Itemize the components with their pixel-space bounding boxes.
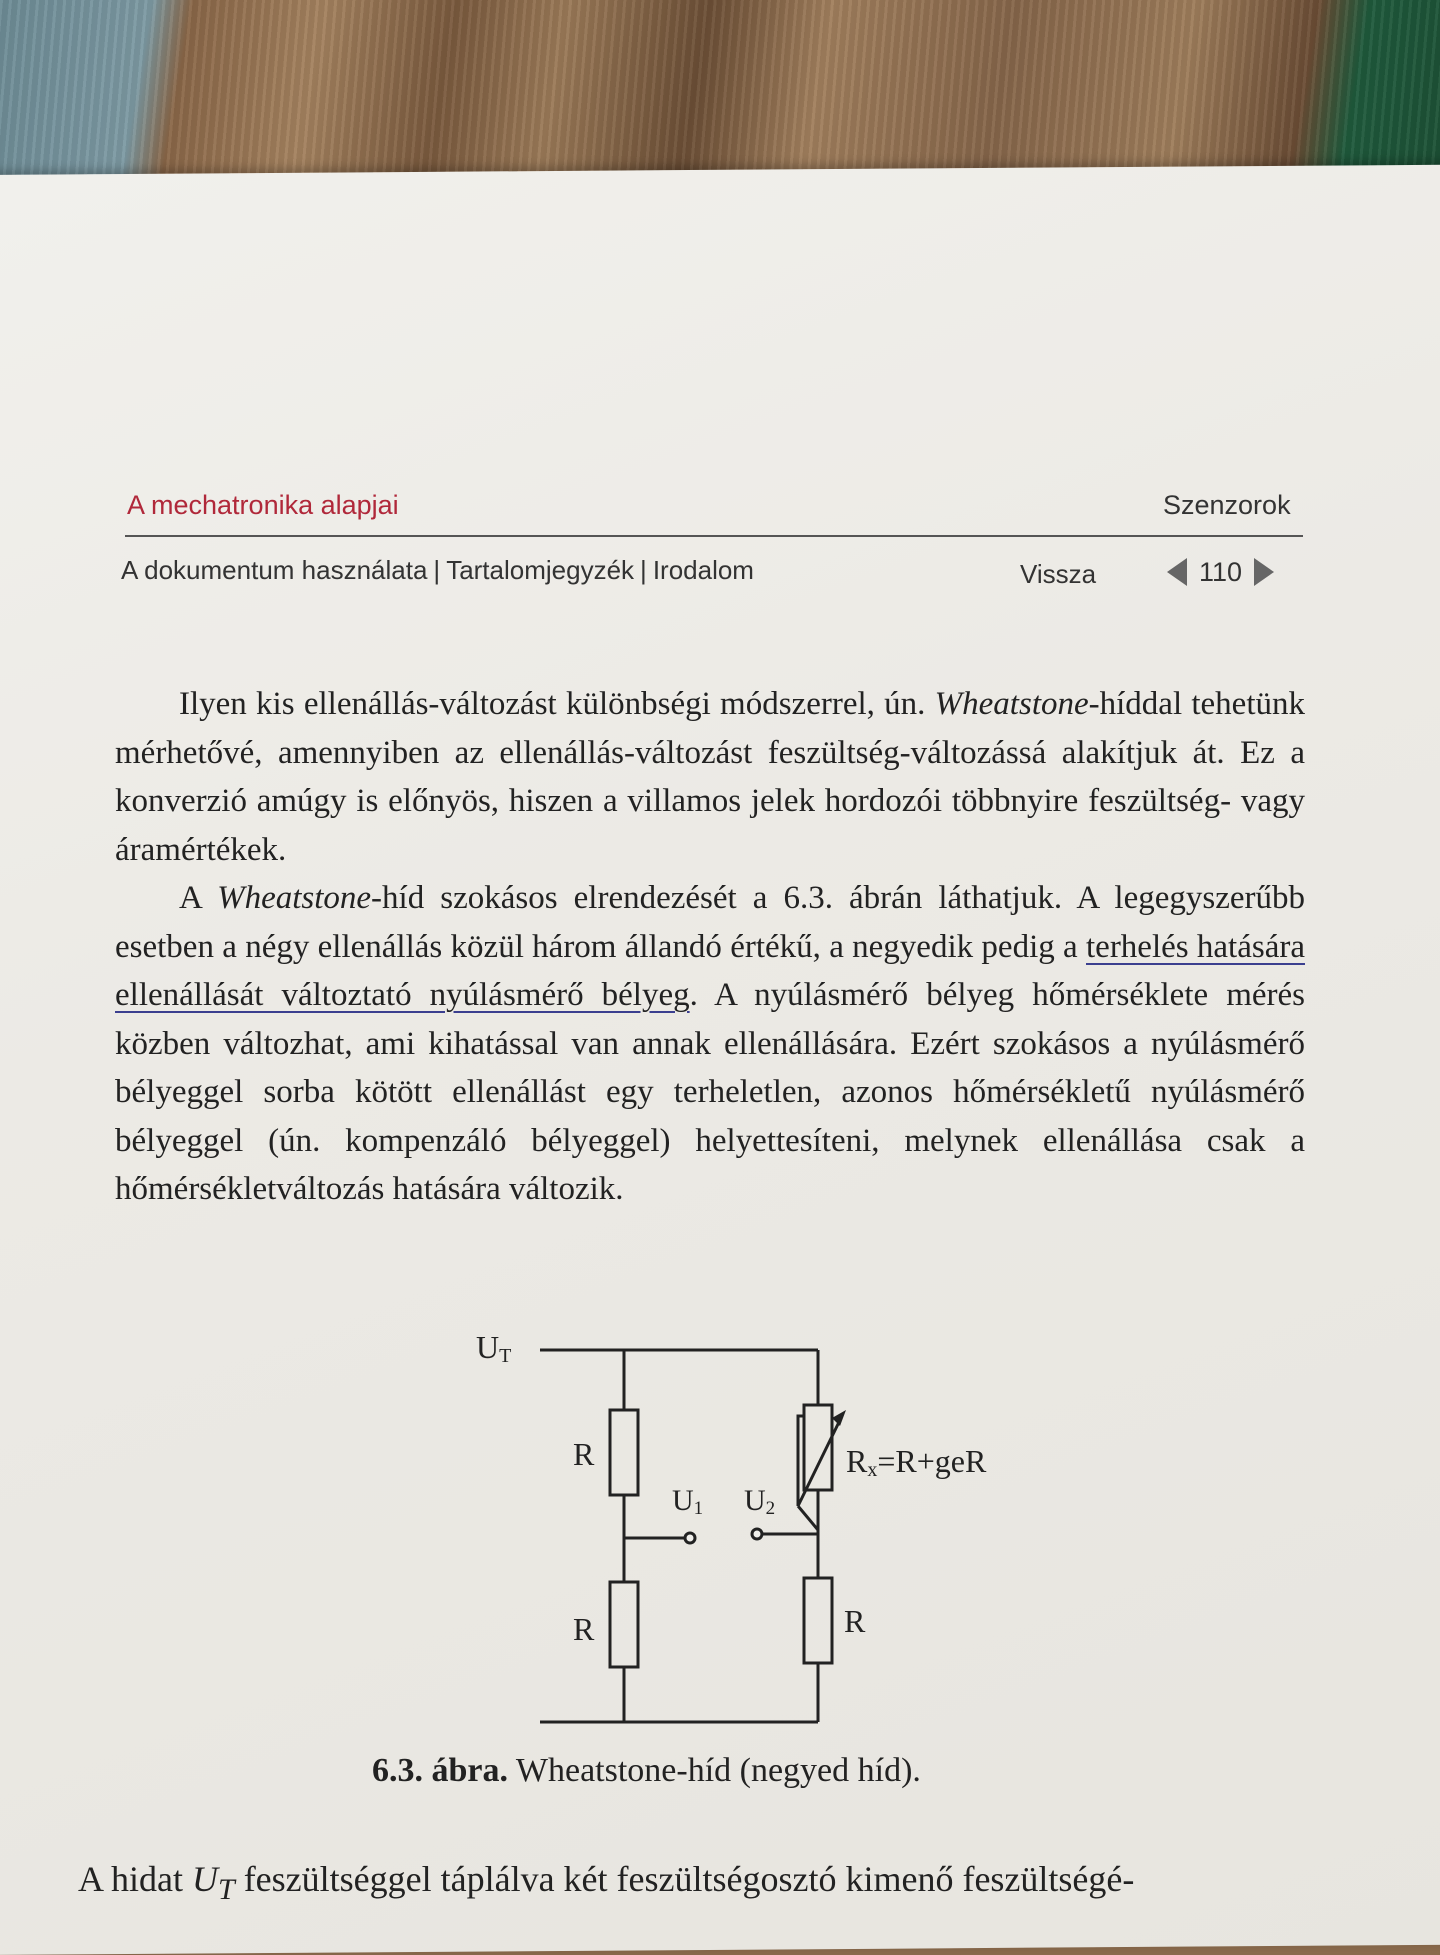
last-line-ut-sub: T (218, 1873, 235, 1907)
caption-label: 6.3. ábra. (372, 1752, 508, 1789)
label-r-bottom-right: R (844, 1603, 866, 1639)
label-r-bottom-left: R (573, 1611, 595, 1647)
back-link[interactable]: Vissza (1020, 559, 1097, 589)
label-rx: Rx=R+geR (846, 1443, 987, 1481)
last-line-text-b: feszültséggel táplálva két feszültségosztó kimenő feszültségé- (234, 1859, 1135, 1899)
last-line-text-a: A hidat (78, 1859, 192, 1899)
nav-separator: | (640, 555, 647, 585)
resistor-top-left (610, 1410, 638, 1495)
next-page-icon[interactable] (1254, 558, 1274, 586)
figure-caption (372, 1752, 1072, 1790)
page-number: 110 (1199, 556, 1243, 587)
nav-link-usage[interactable]: A dokumentum használata (121, 555, 428, 585)
p1-text-a: Ilyen kis ellenállás-változást különbségi módszerrel, ún. (179, 686, 935, 722)
p1-emphasis: Wheatstone (934, 686, 1089, 722)
p2-emphasis: Wheatstone (217, 880, 372, 916)
caption-text: Wheatstone-híd (negyed híd). (508, 1752, 921, 1789)
label-r-top-left: R (573, 1436, 595, 1472)
p2-text-b: -híd szokásos elrendezését a 6.3. ábrán láthatjuk. A legegyszerűbb esetben a négy ellenállás közül három állandó értékű, a negyedik pedig a (115, 880, 1305, 965)
paragraph-2 (115, 874, 1305, 1214)
nav-link-references[interactable]: Irodalom (652, 555, 754, 585)
header-divider (125, 535, 1303, 537)
resistor-bottom-right (804, 1578, 832, 1663)
nav-separator: | (433, 555, 441, 585)
nav-link-toc[interactable]: Tartalomjegyzék (446, 555, 635, 585)
resistor-bottom-left (610, 1582, 638, 1667)
label-ut: UT (476, 1329, 512, 1367)
last-line-ut: U (192, 1859, 218, 1899)
label-u2: U2 (744, 1484, 776, 1519)
handwritten-underline: terhelés hatására ellenállását változtató nyúlásmérő bélyeg (115, 928, 1305, 1013)
variable-arrow-head (832, 1410, 846, 1426)
rx-join-wire (798, 1506, 818, 1530)
paragraph-1 (115, 680, 1305, 874)
u2-terminal (752, 1529, 762, 1539)
body-text (115, 680, 1305, 1214)
label-u1: U1 (672, 1484, 704, 1519)
doc-navigation (121, 555, 754, 586)
p2-text-c: . A nyúlásmérő bélyeg hőmérséklete mérés közben változhat, ami kihatással van annak ellenállására. Ezért szokásos a nyúlásmérő bélyeggel sorba kötött ellenállást egy terheletlen, azonos hőmérsékletű nyúlásmérő bélyeggel (ún. kompenzáló bélyeggel) helyettesíteni, melynek ellenállása csak a hőmérsékletváltozás hatására változik. (115, 977, 1305, 1207)
book-title: A mechatronika alapjai (127, 490, 399, 520)
chapter-title: Szenzorok (1163, 490, 1291, 520)
pager (1167, 556, 1274, 588)
wheatstone-bridge-diagram (460, 1310, 1020, 1750)
p2-text-a: A (179, 880, 218, 916)
p1-text-b: -híddal tehetünk mérhetővé, amennyiben az ellenállás-változást feszültség-változássá alakítjuk át. Ez a konverzió amúgy is előnyös, hiszen a villamos jelek hordozói többnyire feszültség- vagy áramértékek. (115, 686, 1306, 868)
partial-last-line (78, 1858, 1378, 1907)
u1-terminal (685, 1533, 695, 1543)
previous-page-icon[interactable] (1167, 558, 1187, 586)
